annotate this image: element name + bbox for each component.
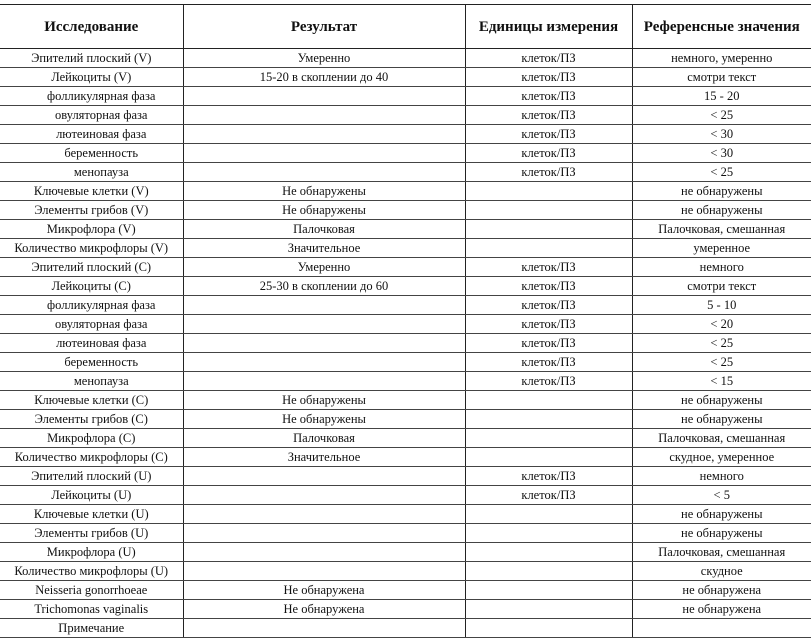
result-cell: Не обнаружена [183,581,465,600]
table-row [0,87,811,106]
table-row [0,391,811,410]
result-cell: Не обнаружены [183,201,465,220]
reference-cell: скудное, умеренное [632,448,811,467]
reference-cell: < 25 [632,353,811,372]
table-row [0,258,811,277]
study-cell: Количество микрофлоры (U) [0,562,183,581]
study-cell: Лейкоциты (V) [0,68,183,87]
result-cell [183,486,465,505]
table-row [0,581,811,600]
units-cell: клеток/ПЗ [465,277,632,296]
table-row [0,144,811,163]
units-cell [465,239,632,258]
reference-cell: < 25 [632,334,811,353]
table-row [0,543,811,562]
study-cell: Ключевые клетки (V) [0,182,183,201]
reference-cell: немного, умеренно [632,49,811,68]
reference-cell: 15 - 20 [632,87,811,106]
result-cell [183,334,465,353]
units-cell [465,581,632,600]
table-row [0,277,811,296]
result-cell [183,144,465,163]
table-row [0,619,811,638]
reference-cell: < 25 [632,106,811,125]
result-cell [183,315,465,334]
study-cell: менопауза [0,372,183,391]
lab-results-table [0,4,811,638]
units-cell: клеток/ПЗ [465,258,632,277]
units-cell [465,524,632,543]
result-cell [183,619,465,638]
units-cell [465,619,632,638]
header-units: Единицы измерения [465,5,632,49]
reference-cell: не обнаружены [632,182,811,201]
result-cell: Не обнаружены [183,182,465,201]
units-cell: клеток/ПЗ [465,467,632,486]
reference-cell: Палочковая, смешанная [632,429,811,448]
study-cell: Эпителий плоский (C) [0,258,183,277]
reference-cell: Палочковая, смешанная [632,543,811,562]
result-cell [183,163,465,182]
reference-cell: немного [632,258,811,277]
units-cell [465,410,632,429]
units-cell [465,543,632,562]
units-cell [465,562,632,581]
study-cell: беременность [0,144,183,163]
units-cell: клеток/ПЗ [465,353,632,372]
study-cell: фолликулярная фаза [0,87,183,106]
units-cell [465,505,632,524]
units-cell: клеток/ПЗ [465,372,632,391]
result-cell: Значительное [183,239,465,258]
result-cell [183,125,465,144]
table-row [0,524,811,543]
table-row [0,49,811,68]
study-cell: Количество микрофлоры (V) [0,239,183,258]
table-row [0,562,811,581]
units-cell: клеток/ПЗ [465,144,632,163]
units-cell [465,448,632,467]
study-cell: Лейкоциты (C) [0,277,183,296]
units-cell: клеток/ПЗ [465,315,632,334]
table-row [0,315,811,334]
header-row [0,5,811,49]
table-row [0,334,811,353]
study-cell: овуляторная фаза [0,315,183,334]
study-cell: менопауза [0,163,183,182]
header-study: Исследование [0,5,183,49]
units-cell: клеток/ПЗ [465,87,632,106]
reference-cell: < 5 [632,486,811,505]
result-cell [183,353,465,372]
result-cell: Палочковая [183,220,465,239]
result-cell [183,543,465,562]
study-cell: Примечание [0,619,183,638]
study-cell: фолликулярная фаза [0,296,183,315]
result-cell [183,467,465,486]
units-cell: клеток/ПЗ [465,106,632,125]
result-cell [183,372,465,391]
table-row [0,296,811,315]
units-cell [465,391,632,410]
table-row [0,448,811,467]
reference-cell: Палочковая, смешанная [632,220,811,239]
table-row [0,600,811,619]
study-cell: Количество микрофлоры (C) [0,448,183,467]
result-cell [183,296,465,315]
header-reference: Референсные значения [632,5,811,49]
result-cell: Умеренно [183,258,465,277]
study-cell: Trichomonas vaginalis [0,600,183,619]
result-cell: 15-20 в скоплении до 40 [183,68,465,87]
table-header [0,5,811,49]
study-cell: лютеиновая фаза [0,125,183,144]
table-row [0,163,811,182]
reference-cell: < 30 [632,144,811,163]
study-cell: Микрофлора (C) [0,429,183,448]
reference-cell: не обнаружены [632,505,811,524]
table-row [0,505,811,524]
units-cell: клеток/ПЗ [465,486,632,505]
result-cell [183,106,465,125]
reference-cell: < 25 [632,163,811,182]
units-cell: клеток/ПЗ [465,125,632,144]
reference-cell: < 30 [632,125,811,144]
table-row [0,182,811,201]
study-cell: Эпителий плоский (V) [0,49,183,68]
result-cell: Палочковая [183,429,465,448]
result-cell [183,562,465,581]
study-cell: Элементы грибов (C) [0,410,183,429]
table-row [0,486,811,505]
result-cell: Не обнаружены [183,410,465,429]
study-cell: Элементы грибов (V) [0,201,183,220]
units-cell [465,220,632,239]
units-cell: клеток/ПЗ [465,296,632,315]
reference-cell: умеренное [632,239,811,258]
reference-cell: не обнаружены [632,524,811,543]
reference-cell [632,619,811,638]
units-cell [465,600,632,619]
result-cell [183,524,465,543]
study-cell: Эпителий плоский (U) [0,467,183,486]
units-cell: клеток/ПЗ [465,49,632,68]
result-cell: Не обнаружена [183,600,465,619]
table-row [0,429,811,448]
result-cell: Значительное [183,448,465,467]
units-cell: клеток/ПЗ [465,68,632,87]
table-row [0,106,811,125]
units-cell [465,201,632,220]
table-row [0,410,811,429]
study-cell: Элементы грибов (U) [0,524,183,543]
study-cell: Микрофлора (V) [0,220,183,239]
reference-cell: < 15 [632,372,811,391]
reference-cell: не обнаружена [632,581,811,600]
study-cell: овуляторная фаза [0,106,183,125]
study-cell: Ключевые клетки (U) [0,505,183,524]
reference-cell: не обнаружены [632,391,811,410]
reference-cell: немного [632,467,811,486]
reference-cell: смотри текст [632,277,811,296]
units-cell [465,429,632,448]
table-row [0,201,811,220]
study-cell: Neisseria gonorrhoeae [0,581,183,600]
units-cell: клеток/ПЗ [465,334,632,353]
table-row [0,220,811,239]
result-cell: 25-30 в скоплении до 60 [183,277,465,296]
study-cell: лютеиновая фаза [0,334,183,353]
units-cell [465,182,632,201]
result-cell [183,505,465,524]
reference-cell: не обнаружены [632,410,811,429]
result-cell: Умеренно [183,49,465,68]
study-cell: беременность [0,353,183,372]
table-row [0,239,811,258]
study-cell: Лейкоциты (U) [0,486,183,505]
units-cell: клеток/ПЗ [465,163,632,182]
table-row [0,372,811,391]
table-row [0,125,811,144]
reference-cell: < 20 [632,315,811,334]
reference-cell: 5 - 10 [632,296,811,315]
header-result: Результат [183,5,465,49]
result-cell: Не обнаружены [183,391,465,410]
table-body [0,49,811,638]
table-row [0,68,811,87]
study-cell: Ключевые клетки (C) [0,391,183,410]
result-cell [183,87,465,106]
reference-cell: скудное [632,562,811,581]
reference-cell: не обнаружена [632,600,811,619]
study-cell: Микрофлора (U) [0,543,183,562]
table-row [0,467,811,486]
table-row [0,353,811,372]
reference-cell: смотри текст [632,68,811,87]
reference-cell: не обнаружены [632,201,811,220]
